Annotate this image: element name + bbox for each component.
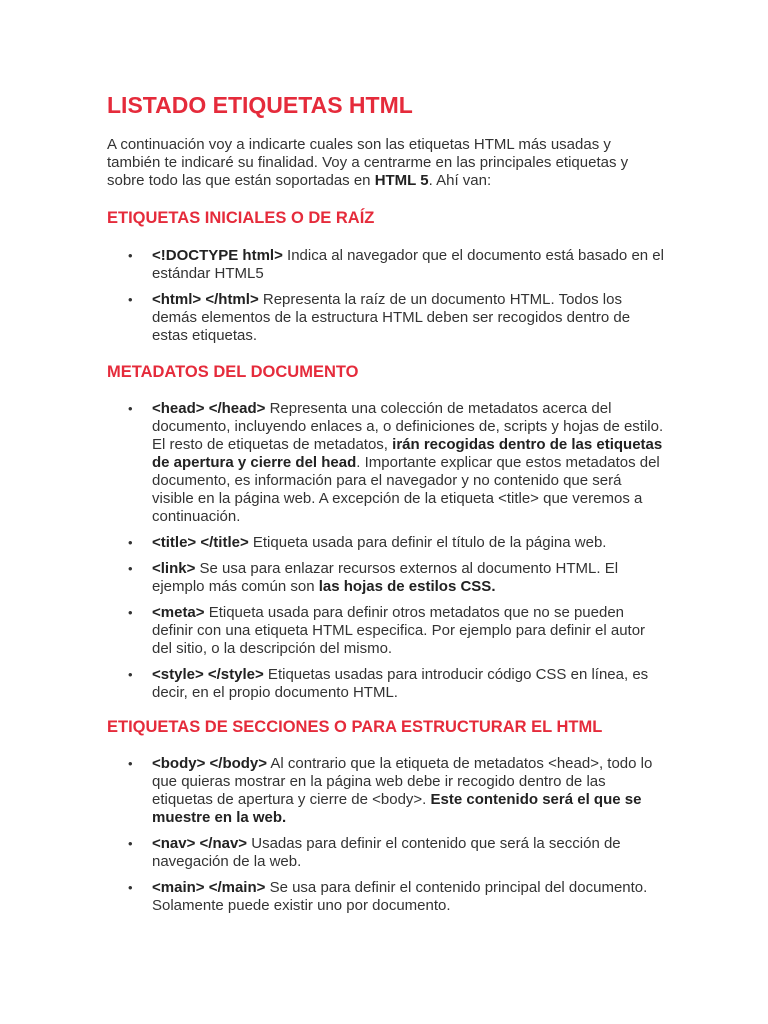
- list-item: • <link> Se usa para enlazar recursos externos al documento HTML. El ejemplo más común son las hojas de estilos CSS.: [128, 560, 619, 595]
- item-text: Etiqueta usada para definir otros metadatos que no se pueden definir con una etiqueta HTML especifica. Por ejemplo para definir el autor del sitio, o la descripción del mismo.: [152, 604, 646, 657]
- item-text: Se usa para definir el contenido principal del documento. Solamente puede existir uno por documento.: [152, 879, 648, 914]
- list-item: • <main> </main> Se usa para definir el contenido principal del documento. Solamente puede existir uno por documento.: [128, 879, 648, 914]
- item-tag: <head> </head>: [152, 400, 266, 417]
- intro-text: A continuación voy a indicarte cuales son las etiquetas HTML más usadas y también te indicaré su finalidad. Voy a centrarme en las principales etiquetas y sobre todo las que están soportadas en: [107, 136, 629, 189]
- section-list-metadata: [107, 400, 667, 710]
- item-tag: <!DOCTYPE html>: [152, 247, 283, 264]
- item-tag: <link>: [152, 560, 196, 577]
- list-item: • <nav> </nav> Usadas para definir el contenido que será la sección de navegación de la web.: [128, 835, 621, 870]
- section-heading-root: ETIQUETAS INICIALES O DE RAÍZ: [107, 209, 375, 227]
- intro-after: . Ahí van:: [428, 172, 492, 189]
- item-tag: <body> </body>: [152, 755, 268, 772]
- section-list-root: [107, 247, 667, 353]
- section-list-structure: [107, 755, 667, 923]
- item-tag: <style> </style>: [152, 666, 264, 683]
- item-text: Al contrario que la etiqueta de metadatos <head>, todo lo que quieras mostrar en la página web debe ir recogido dentro de las etiquetas de apertura y cierre de <body>.: [152, 755, 653, 808]
- item-tag: <main> </main>: [152, 879, 266, 896]
- item-after: . Importante explicar que estos metadatos del documento, es información para el navegador y no contenido que será visible en la página web. A excepción de la etiqueta <title> que veremos a continuación.: [152, 454, 660, 525]
- intro-bold: HTML 5: [374, 172, 429, 189]
- item-text: Etiquetas usadas para introducir código CSS en línea, es decir, en el propio documento HTML.: [152, 666, 649, 701]
- item-text: Representa una colección de metadatos acerca del documento, incluyendo enlaces a, o definiciones de, scripts y hojas de estilo. El resto de etiquetas de metadatos,: [152, 400, 664, 453]
- item-strong: las hojas de estilos CSS.: [318, 578, 496, 595]
- list-item: • <!DOCTYPE html> Indica al navegador que el documento está basado en el estándar HTML5: [128, 247, 664, 282]
- item-strong: irán recogidas dentro de las etiquetas de apertura y cierre del head: [152, 436, 663, 471]
- item-tag: <meta>: [152, 604, 205, 621]
- item-text: Indica al navegador que el documento está basado en el estándar HTML5: [152, 247, 664, 282]
- item-strong: Este contenido será el que se muestre en la web.: [152, 791, 642, 826]
- section-heading-structure: ETIQUETAS DE SECCIONES O PARA ESTRUCTURAR EL HTML: [107, 718, 603, 736]
- list-item: • <body> </body> Al contrario que la etiqueta de metadatos <head>, todo lo que quieras mostrar en la página web debe ir recogido dentro de las etiquetas de apertura y cierre de <body>. Este contenido será el que se muestre en la web.: [128, 755, 653, 826]
- item-text: Se usa para enlazar recursos externos al documento HTML. El ejemplo más común son: [152, 560, 619, 595]
- item-tag: <html> </html>: [152, 291, 259, 308]
- item-text: Representa la raíz de un documento HTML. Todos los demás elementos de la estructura HTML deben ser recogidos dentro de estas etiquetas.: [152, 291, 631, 344]
- item-text: Usadas para definir el contenido que será la sección de navegación de la web.: [152, 835, 621, 870]
- item-text: Etiqueta usada para definir el título de la página web.: [248, 534, 607, 551]
- list-item: • <html> </html> Representa la raíz de un documento HTML. Todos los demás elementos de la estructura HTML deben ser recogidos dentro de estas etiquetas.: [128, 291, 631, 344]
- page-title: LISTADO ETIQUETAS HTML: [107, 92, 413, 118]
- list-item: • <title> </title> Etiqueta usada para definir el título de la página web.: [128, 534, 607, 551]
- section-heading-metadata: METADATOS DEL DOCUMENTO: [107, 363, 359, 381]
- list-item: • <meta> Etiqueta usada para definir otros metadatos que no se pueden definir con una etiqueta HTML especifica. Por ejemplo para definir el autor del sitio, o la descripción del mismo.: [128, 604, 646, 657]
- list-item: • <head> </head> Representa una colección de metadatos acerca del documento, incluyendo enlaces a, o definiciones de, scripts y hojas de estilo. El resto de etiquetas de metadatos, irán recogidas dentro de las etiquetas de apertura y cierre del head. Importante explicar que estos metadatos del documento, es información para el navegador y no contenido que será visible en la página web. A excepción de la etiqueta <title> que veremos a continuación.: [128, 400, 664, 525]
- list-item: • <style> </style> Etiquetas usadas para introducir código CSS en línea, es decir, en el propio documento HTML.: [128, 666, 649, 701]
- item-tag: <title> </title>: [152, 534, 249, 551]
- intro-paragraph: [107, 136, 667, 190]
- item-tag: <nav> </nav>: [152, 835, 248, 852]
